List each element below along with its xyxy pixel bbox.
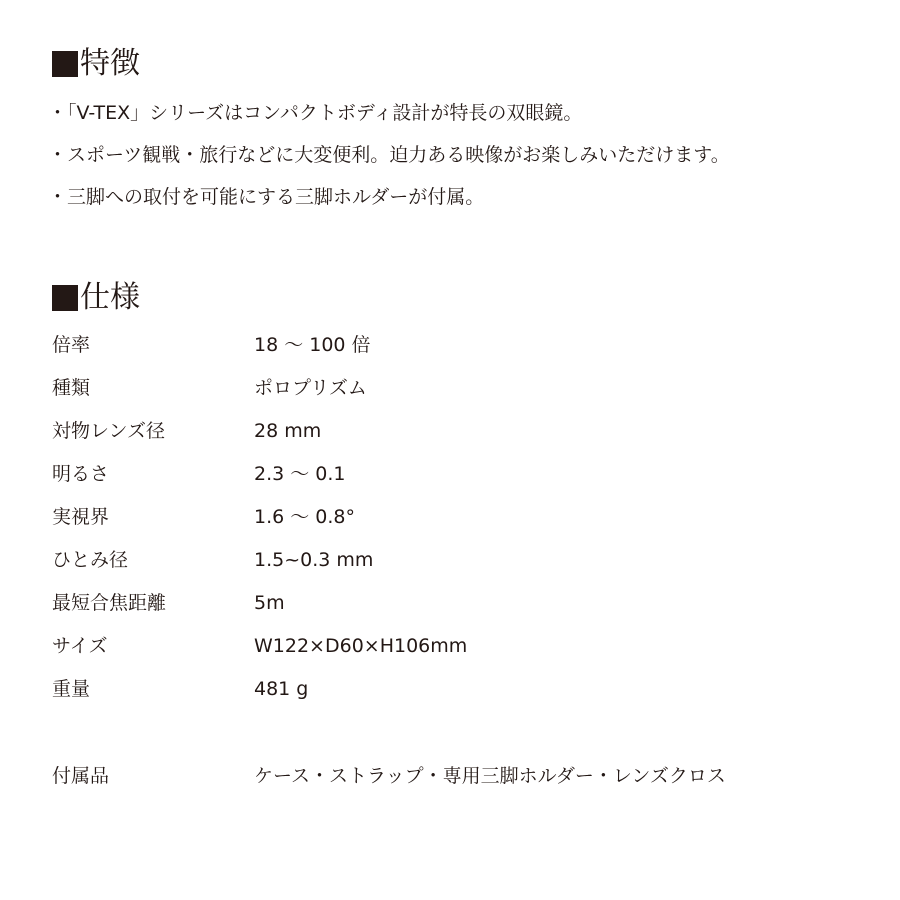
spec-row-field-of-view: [52, 496, 872, 539]
spec-table: [52, 324, 872, 798]
spec-label: 最短合焦距離: [52, 592, 167, 614]
spec-row-exit-pupil: [52, 539, 872, 582]
spec-label: 重量: [52, 678, 91, 700]
feature-list: [48, 92, 730, 218]
spec-row-objective-diameter: [52, 410, 872, 453]
spec-value: 18 〜 100 倍: [254, 334, 371, 356]
spec-value: 481 g: [254, 678, 309, 700]
feature-item: ・スポーツ観戦・旅行などに大変便利。迫力ある映像がお楽しみいただけます。: [48, 144, 730, 166]
spec-label: サイズ: [52, 635, 108, 657]
spec-label: 実視界: [52, 506, 110, 528]
specs-heading: [52, 280, 140, 316]
spec-label: ひとみ径: [52, 549, 129, 571]
spec-value: 1.5~0.3 mm: [254, 549, 374, 571]
feature-item: ・三脚への取付を可能にする三脚ホルダーが付属。: [48, 186, 485, 208]
spec-row-min-focus-distance: [52, 582, 872, 625]
feature-item: ・「V-TEX」シリーズはコンパクトボディ設計が特長の双眼鏡。: [48, 102, 583, 124]
features-heading: [52, 46, 140, 82]
spec-value: 5m: [254, 592, 285, 614]
spec-row-type: [52, 367, 872, 410]
spec-value: W122×D60×H106mm: [254, 635, 468, 657]
spec-row-accessories: [52, 755, 872, 798]
spec-label: 付属品: [52, 765, 110, 787]
spec-row-magnification: [52, 324, 872, 367]
spec-label: 対物レンズ径: [52, 420, 165, 442]
heading-square-icon: [52, 51, 78, 77]
features-heading-text: 特徴: [80, 46, 140, 81]
heading-square-icon: [52, 285, 78, 311]
spec-value: ポロプリズム: [254, 377, 367, 399]
spec-value: 28 mm: [254, 420, 322, 442]
spec-row-brightness: [52, 453, 872, 496]
spec-value: 2.3 〜 0.1: [254, 463, 346, 485]
spec-row-size: [52, 625, 872, 668]
spec-row-weight: [52, 668, 872, 711]
spec-value: 1.6 〜 0.8°: [254, 506, 356, 528]
specs-heading-text: 仕様: [80, 280, 140, 315]
spec-label: 明るさ: [52, 463, 110, 485]
spec-label: 倍率: [52, 334, 91, 356]
spec-label: 種類: [52, 377, 91, 399]
spec-value: ケース・ストラップ・専用三脚ホルダー・レンズクロス: [254, 765, 726, 787]
